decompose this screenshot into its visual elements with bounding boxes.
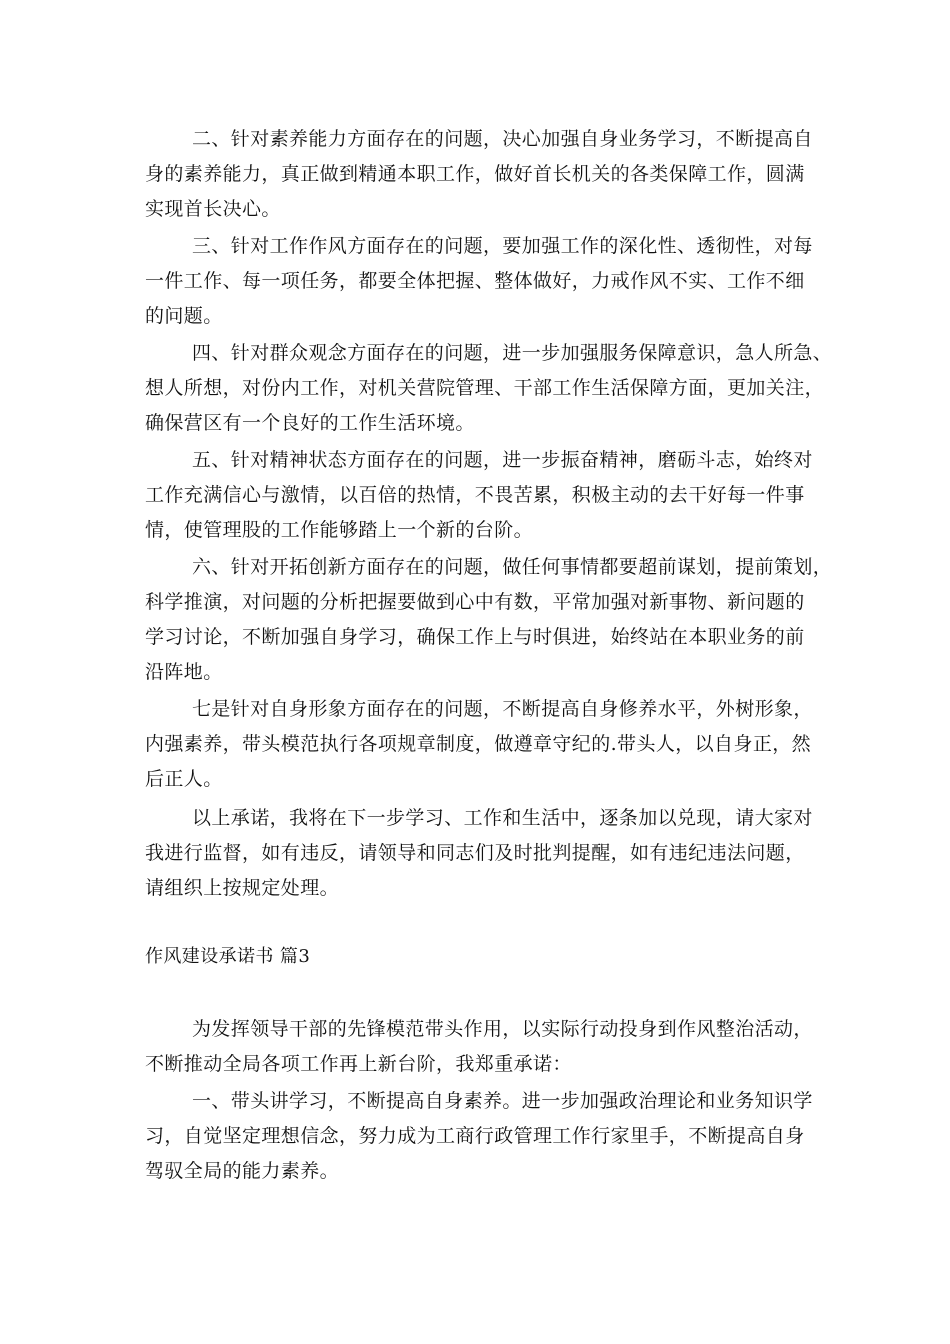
paragraph-line: 四、针对群众观念方面存在的问题，进一步加强服务保障意识，急人所急、 xyxy=(192,342,833,364)
paragraph-line: 想人所想，对份内工作，对机关营院管理、干部工作生活保障方面，更加关注， xyxy=(145,377,825,399)
paragraph-line: 情，使管理股的工作能够踏上一个新的台阶。 xyxy=(145,519,534,541)
paragraph-line: 六、针对开拓创新方面存在的问题，做任何事情都要超前谋划，提前策划， xyxy=(192,556,833,578)
paragraph-line: 以上承诺，我将在下一步学习、工作和生活中，逐条加以兑现，请大家对 xyxy=(192,807,813,829)
paragraph-line: 沿阵地。 xyxy=(145,661,223,683)
paragraph-line: 内强素养，带头模范执行各项规章制度，做遵章守纪的.带头人，以自身正，然 xyxy=(145,733,812,755)
paragraph-line: 二、针对素养能力方面存在的问题，决心加强自身业务学习，不断提高自 xyxy=(192,128,813,150)
paragraph-line: 驾驭全局的能力素养。 xyxy=(145,1160,340,1182)
paragraph-line: 工作充满信心与激情，以百倍的热情，不畏苦累，积极主动的去干好每一件事 xyxy=(145,484,805,506)
section-heading: 作风建设承诺书 篇3 xyxy=(145,946,311,967)
paragraph-line: 我进行监督，如有违反，请领导和同志们及时批判提醒，如有违纪违法问题， xyxy=(145,842,805,864)
paragraph-line: 实现首长决心。 xyxy=(145,198,281,220)
paragraph-line: 后正人。 xyxy=(145,768,223,790)
paragraph-line: 身的素养能力，真正做到精通本职工作，做好首长机关的各类保障工作，圆满 xyxy=(145,163,805,185)
paragraph-line: 科学推演，对问题的分析把握要做到心中有数，平常加强对新事物、新问题的 xyxy=(145,591,805,613)
paragraph-line: 不断推动全局各项工作再上新台阶，我郑重承诺： xyxy=(145,1053,572,1075)
paragraph-line: 学习讨论，不断加强自身学习，确保工作上与时俱进，始终站在本职业务的前 xyxy=(145,626,805,648)
paragraph-line: 为发挥领导干部的先锋模范带头作用，以实际行动投身到作风整治活动， xyxy=(192,1018,813,1040)
paragraph-line: 确保营区有一个良好的工作生活环境。 xyxy=(145,412,475,434)
paragraph-line: 五、针对精神状态方面存在的问题，进一步振奋精神，磨砺斗志，始终对 xyxy=(192,449,813,471)
paragraph-line: 习，自觉坚定理想信念，努力成为工商行政管理工作行家里手，不断提高自身 xyxy=(145,1125,805,1147)
paragraph-line: 一、带头讲学习，不断提高自身素养。进一步加强政治理论和业务知识学 xyxy=(192,1090,813,1112)
paragraph-line: 三、针对工作作风方面存在的问题，要加强工作的深化性、透彻性，对每 xyxy=(192,235,813,257)
paragraph-line: 请组织上按规定处理。 xyxy=(145,877,340,899)
paragraph-line: 一件工作、每一项任务，都要全体把握、整体做好，力戒作风不实、工作不细 xyxy=(145,270,805,292)
paragraph-line: 的问题。 xyxy=(145,305,223,327)
paragraph-line: 七是针对自身形象方面存在的问题，不断提高自身修养水平，外树形象， xyxy=(192,698,813,720)
